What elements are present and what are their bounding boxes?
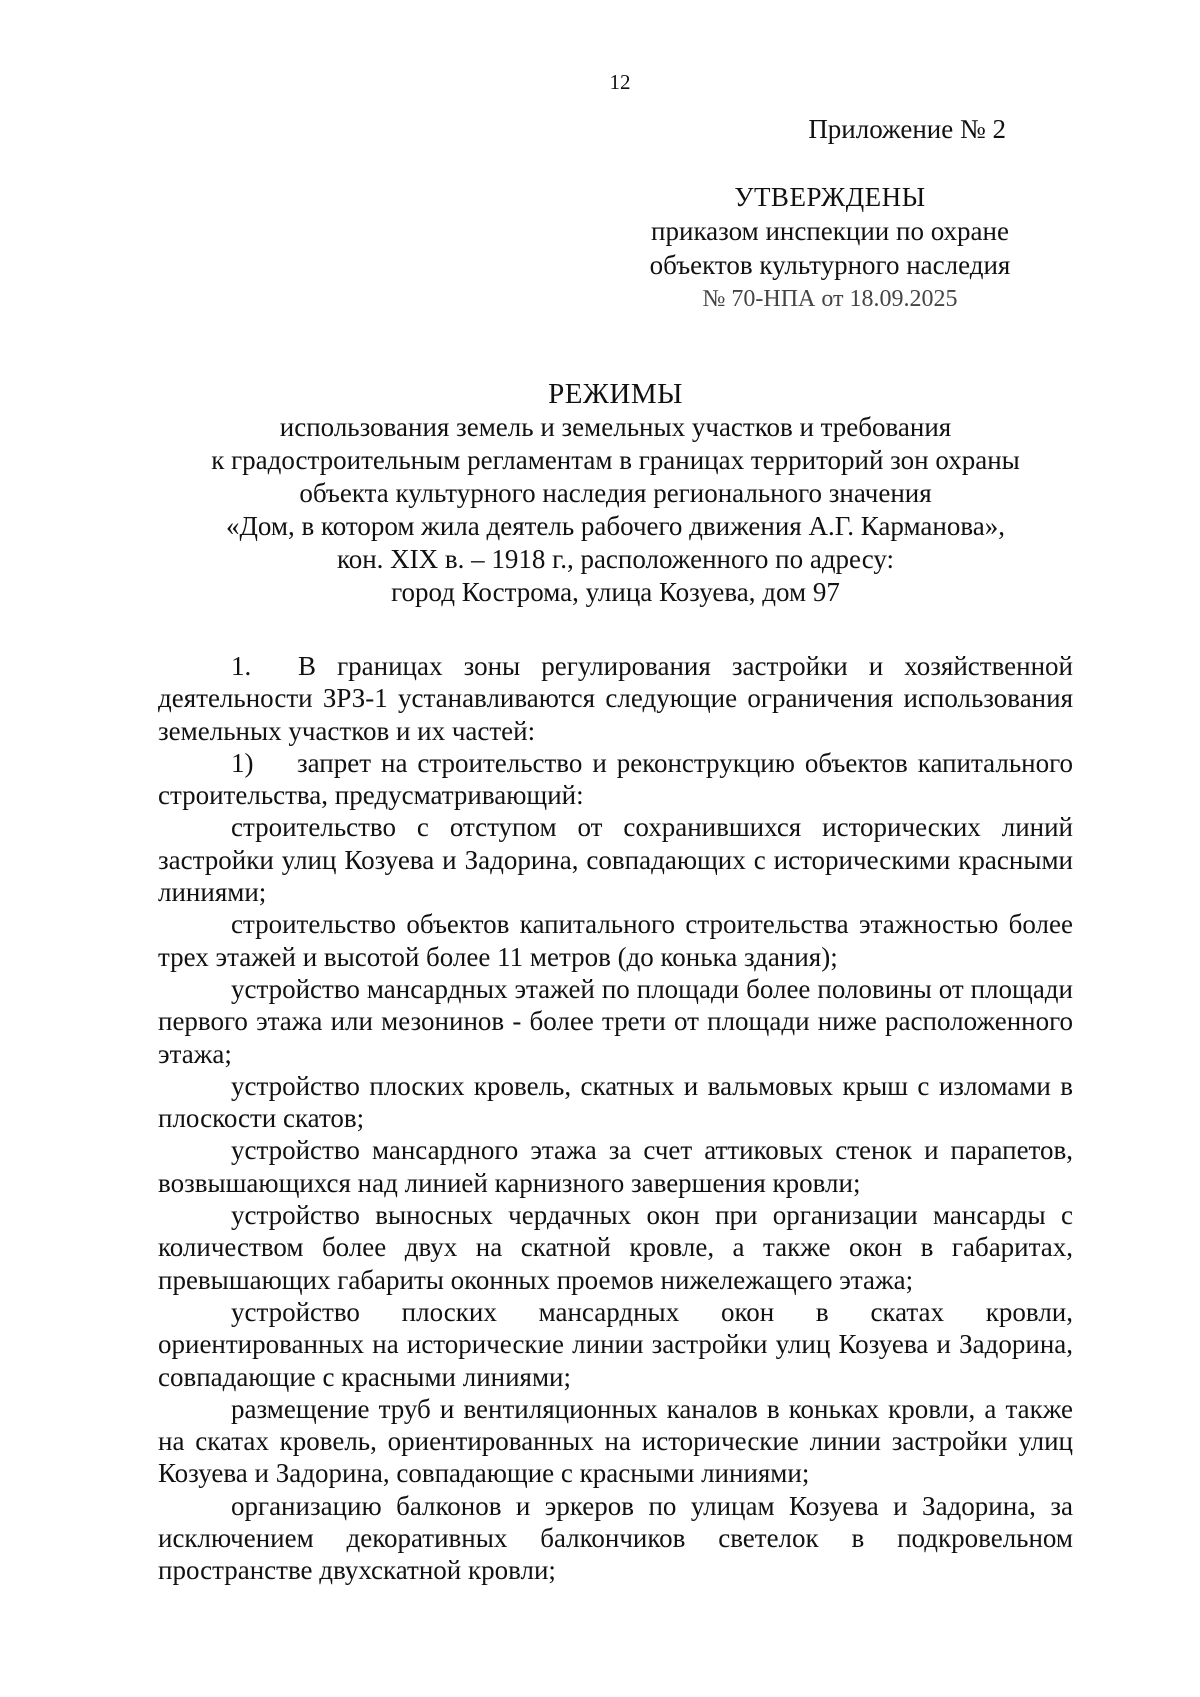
subclause-number: 1)	[231, 747, 254, 778]
title-line: кон. XIX в. – 1918 г., расположенного по адресу:	[336, 544, 894, 574]
clause-1	[158, 650, 1073, 747]
appendix-label: Приложение № 2	[808, 114, 1006, 144]
document-body	[158, 650, 1073, 1587]
restriction-paragraph: строительство с отступом от сохранившихся исторических линий застройки улиц Козуева и Задорина, совпадающих с историческими красными линиями;	[158, 812, 1073, 908]
approved-heading: УТВЕРЖДЕНЫ	[734, 182, 926, 212]
approval-block	[600, 112, 1060, 316]
page-number: 12	[609, 70, 631, 94]
document-title	[158, 378, 1073, 609]
order-number: № 70-НПА от 18.09.2025	[702, 286, 958, 312]
title-line: к градостроительным регламентам в границах территорий зон охраны	[211, 445, 1020, 475]
restriction-paragraph: устройство мансардного этажа за счет аттиковых стенок и парапетов, возвышающихся над линией карнизного завершения кровли;	[158, 1135, 1073, 1198]
restriction-paragraph: устройство плоских кровель, скатных и вальмовых крыш с изломами в плоскости скатов;	[158, 1070, 1073, 1134]
subclause-1	[158, 747, 1073, 812]
clause-text: В границах зоны регулирования застройки и хозяйственной деятельности ЗРЗ-1 устанавливаются следующие ограничения использования земельных участков и их частей:	[158, 651, 1073, 746]
restriction-paragraph: размещение труб и вентиляционных каналов в коньках кровли, а также на скатах кровель, ориентированных на исторические линии застройки улиц Козуева и Задорина, совпадающие с красными линиями;	[158, 1393, 1073, 1489]
restriction-paragraph: устройство выносных чердачных окон при организации мансарды с количеством более двух на скатной кровле, а также окон в габаритах, превышающих габариты оконных проемов нижележащего этажа;	[158, 1200, 1073, 1295]
clause-number: 1.	[231, 651, 252, 681]
approval-line-1: приказом инспекции по охране	[651, 216, 1009, 246]
title-line: использования земель и земельных участков и требования	[279, 412, 952, 442]
title-line: город Кострома, улица Козуева, дом 97	[391, 577, 840, 607]
title-heading: РЕЖИМЫ	[548, 378, 683, 410]
restriction-paragraph: строительство объектов капитального строительства этажностью более трех этажей и высотой более 11 метров (до конька здания);	[158, 909, 1073, 972]
restriction-paragraph: организацию балконов и эркеров по улицам Козуева и Задорина, за исключением декоративных балкончиков светелок в подкровельном пространстве двухскатной кровли;	[158, 1490, 1073, 1586]
subclause-text: запрет на строительство и реконструкцию объектов капитального строительства, предусматривающий:	[158, 747, 1073, 811]
approval-line-2: объектов культурного наследия	[649, 250, 1011, 280]
restriction-paragraph: устройство мансардных этажей по площади более половины от площади первого этажа или мезонинов - более трети от площади ниже расположенного этажа;	[158, 973, 1073, 1069]
title-line: объекта культурного наследия регионального значения	[299, 478, 932, 508]
restriction-paragraph: устройство плоских мансардных окон в скатах кровли, ориентированных на исторические линии застройки улиц Козуева и Задорина, совпадающие с красными линиями;	[158, 1296, 1073, 1392]
title-line: «Дом, в котором жила деятель рабочего движения А.Г. Карманова»,	[226, 511, 1005, 541]
